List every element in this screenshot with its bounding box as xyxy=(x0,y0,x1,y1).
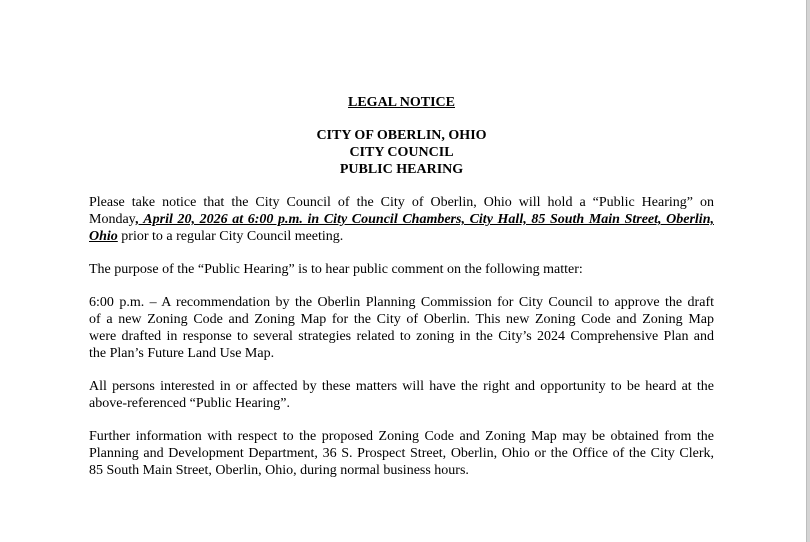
text-line xyxy=(89,211,714,228)
paragraph-notice xyxy=(89,194,714,245)
text-line: Planning and Development Department, 36 S. Prospect Street, Oberlin, Ohio or the Office of the City Clerk, xyxy=(89,446,714,461)
heading-city: CITY OF OBERLIN, OHIO xyxy=(316,128,487,143)
text-line: 6:00 p.m. – A recommendation by the Oberlin Planning Commission for City Council to approve the draft xyxy=(89,295,714,310)
document-page xyxy=(89,94,714,479)
heading-council: CITY COUNCIL xyxy=(349,145,454,160)
text-line: the Plan’s Future Land Use Map. xyxy=(89,346,275,361)
text-line: All persons interested in or affected by these matters will have the right and opportunity to be heard at the xyxy=(89,379,714,394)
paragraph-further-info xyxy=(89,428,714,479)
text-line: Please take notice that the City Council of the City of Oberlin, Ohio will hold a “Public Hearing” on xyxy=(89,195,714,210)
hearing-date-location: , April 20, 2026 at 6:00 p.m. in City Council Chambers, City Hall, 85 South Main Street, Oberlin, xyxy=(135,212,714,227)
text-rest: prior to a regular City Council meeting. xyxy=(117,229,344,244)
text-day: Monday xyxy=(89,212,136,227)
heading-hearing: PUBLIC HEARING xyxy=(339,162,464,177)
text-line: of a new Zoning Code and Zoning Map for the City of Oberlin. This new Zoning Code and Zoning Map xyxy=(89,312,714,327)
hearing-state: Ohio xyxy=(89,229,118,244)
text-line: The purpose of the “Public Hearing” is to hear public comment on the following matter: xyxy=(89,262,583,277)
text-line: Further information with respect to the proposed Zoning Code and Zoning Map may be obtained from the xyxy=(89,429,714,444)
paragraph-rights xyxy=(89,378,714,412)
page-edge-scrollbar xyxy=(806,0,810,542)
paragraph-purpose xyxy=(89,261,714,278)
text-line: above-referenced “Public Hearing”. xyxy=(89,396,290,411)
text-line: 85 South Main Street, Oberlin, Ohio, during normal business hours. xyxy=(89,463,469,478)
document-title: LEGAL NOTICE xyxy=(348,95,455,110)
paragraph-matter xyxy=(89,294,714,362)
text-line xyxy=(89,228,714,245)
text-line: were drafted in response to several strategies related to zoning in the City’s 2024 Comprehensive Plan and xyxy=(89,329,714,344)
